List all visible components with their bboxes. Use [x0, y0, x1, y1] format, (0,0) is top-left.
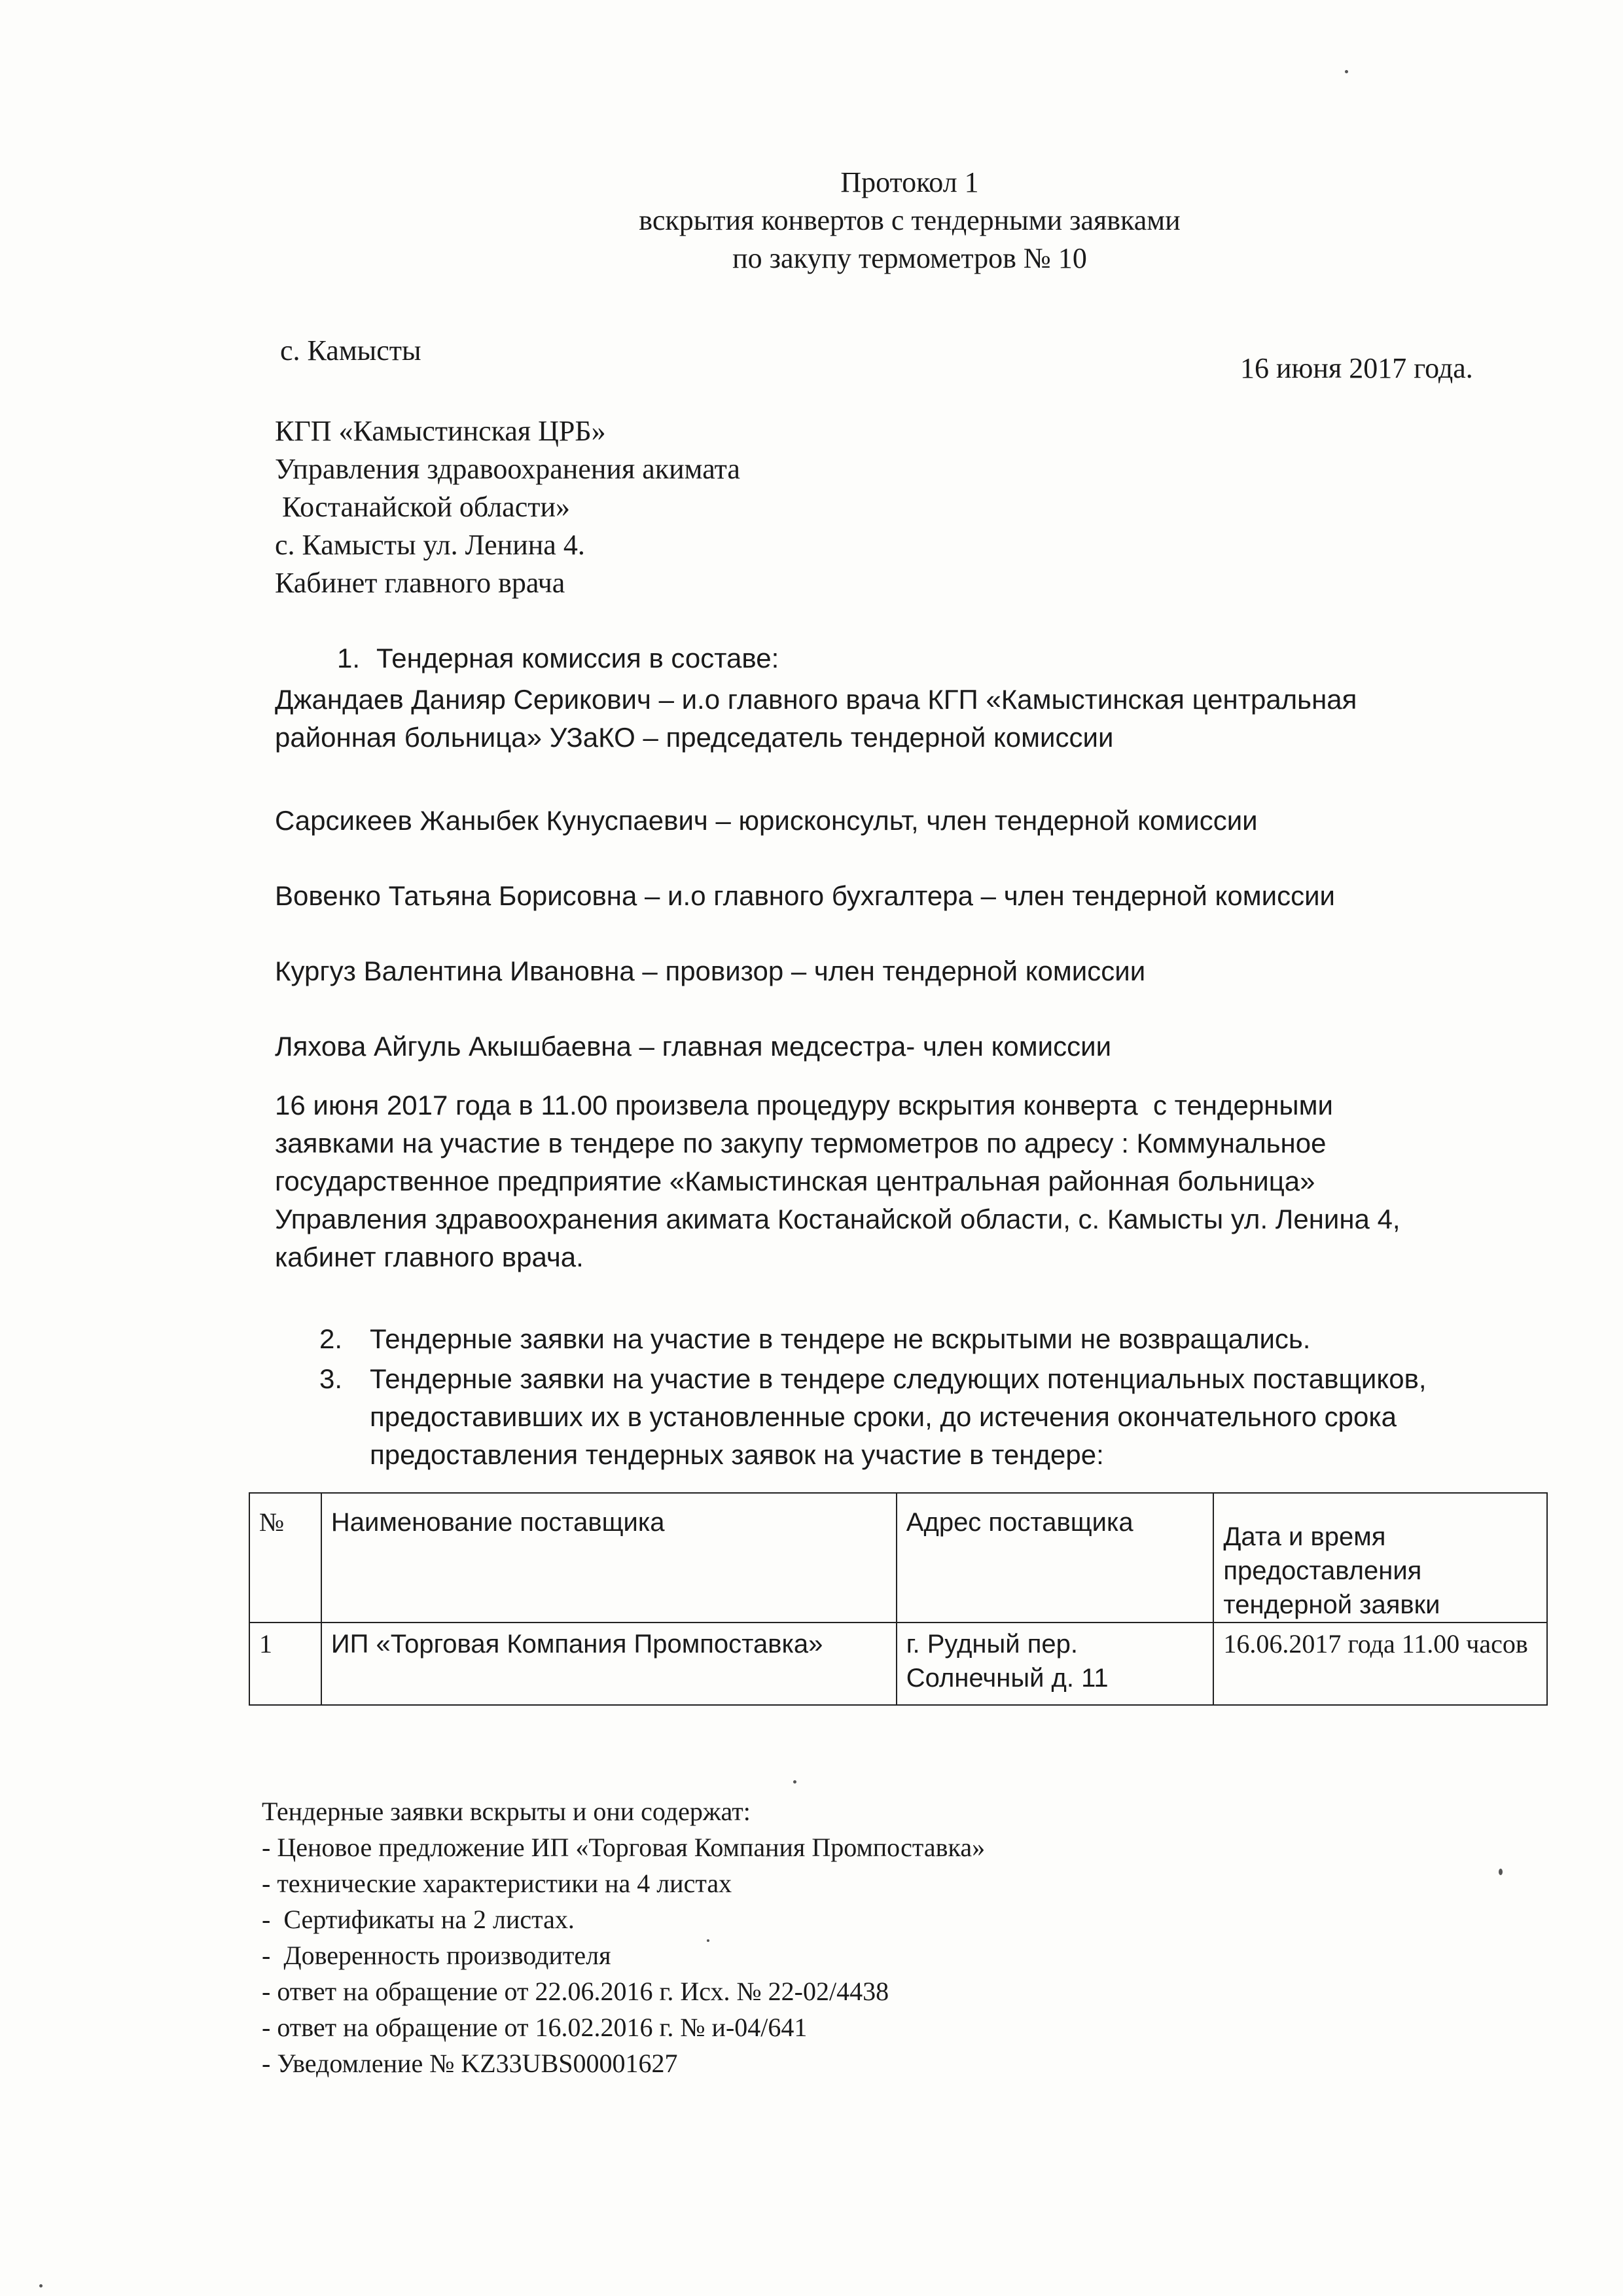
- contents-line: - технические характеристики на 4 листах: [262, 1869, 732, 1898]
- table-header-cell: №: [249, 1493, 321, 1623]
- list-text: Тендерная комиссия в составе:: [376, 643, 779, 673]
- list-item-3: [319, 1360, 1427, 1474]
- title-line-3: по закупу термометров № 10: [732, 242, 1087, 274]
- table-header-cell: Дата и время предоставления тендерной заявки: [1213, 1493, 1547, 1623]
- commission-member: Джандаев Данияр Серикович – и.о главного врача КГП «Камыстинская центральная: [275, 684, 1357, 715]
- commission-member: Сарсикеев Жаныбек Кунуспаевич – юрисконсульт, член тендерной комиссии: [275, 805, 1258, 836]
- list-text: Тендерные заявки на участие в тендере не вскрытыми не возвращались.: [370, 1323, 1311, 1354]
- scan-speck: [1345, 70, 1348, 73]
- commission-member: районная больница» УЗаКО – председатель тендерной комиссии: [275, 722, 1114, 753]
- title-line-1: Протокол 1: [840, 166, 979, 198]
- contents-line: - Доверенность производителя: [262, 1941, 611, 1970]
- scan-speck: [793, 1780, 796, 1784]
- list-text: Тендерные заявки на участие в тендере следующих потенциальных поставщиков,: [370, 1363, 1427, 1394]
- title-line-2: вскрытия конвертов с тендерными заявками: [639, 204, 1181, 236]
- procedure-line: 16 июня 2017 года в 11.00 произвела процедуру вскрытия конверта с тендерными: [275, 1090, 1333, 1121]
- suppliers-table: [249, 1492, 1548, 1706]
- list-number: 3.: [319, 1363, 343, 1394]
- list-number: 2.: [319, 1323, 343, 1354]
- scan-speck: [1499, 1869, 1503, 1875]
- contents-line: Тендерные заявки вскрыты и они содержат:: [262, 1797, 751, 1826]
- table-cell: г. Рудный пер. Солнечный д. 11: [897, 1623, 1214, 1705]
- org-line: Управления здравоохранения акимата: [275, 453, 740, 485]
- procedure-line: кабинет главного врача.: [275, 1242, 584, 1272]
- table-cell: ИП «Торговая Компания Промпоставка»: [321, 1623, 897, 1705]
- procedure-line: заявками на участие в тендере по закупу термометров по адресу : Коммунальное: [275, 1128, 1327, 1158]
- table-header-cell: Адрес поставщика: [897, 1493, 1214, 1623]
- table-cell: 16.06.2017 года 11.00 часов: [1213, 1623, 1547, 1705]
- procedure-paragraph: [275, 1086, 1400, 1276]
- document-title: [98, 164, 1623, 278]
- procedure-line: государственное предприятие «Камыстинская центральная районная больница»: [275, 1166, 1315, 1196]
- commission-member: Ляхова Айгуль Акышбаевна – главная медсестра- член комиссии: [275, 1031, 1112, 1062]
- commission-member: Кургуз Валентина Ивановна – провизор – член тендерной комиссии: [275, 956, 1146, 986]
- table-cell: 1: [249, 1623, 321, 1705]
- contents-line: - Ценовое предложение ИП «Торговая Компания Промпоставка»: [262, 1833, 986, 1862]
- contents-line: - ответ на обращение от 22.06.2016 г. Исх. № 22-02/4438: [262, 1977, 889, 2006]
- list-text: предоставивших их в установленные сроки, до истечения окончательного срока: [370, 1401, 1397, 1432]
- table-row: [249, 1623, 1547, 1705]
- date-label: 16 июня 2017 года.: [1240, 352, 1473, 384]
- table-header-cell: Наименование поставщика: [321, 1493, 897, 1623]
- org-line: КГП «Камыстинская ЦРБ»: [275, 415, 606, 447]
- scan-speck: [39, 2284, 43, 2287]
- list-text: предоставления тендерных заявок на участие в тендере:: [370, 1439, 1104, 1470]
- list-number: 1.: [337, 643, 361, 673]
- commission-member: Вовенко Татьяна Борисовна – и.о главного бухгалтера – член тендерной комиссии: [275, 880, 1335, 911]
- contents-line: - ответ на обращение от 16.02.2016 г. № и-04/641: [262, 2013, 808, 2042]
- place-label: с. Камысты: [280, 334, 421, 367]
- org-line: с. Камысты ул. Ленина 4.: [275, 529, 585, 561]
- table-header-row: [249, 1493, 1547, 1623]
- organization-block: [275, 412, 740, 602]
- org-line: Кабинет главного врача: [275, 567, 565, 599]
- list-item-2: [319, 1323, 1310, 1355]
- scan-speck: [707, 1939, 709, 1942]
- org-line: Костанайской области»: [275, 491, 570, 523]
- contents-list: [262, 1793, 985, 2081]
- contents-line: - Уведомление № KZ33UBS00001627: [262, 2049, 678, 2078]
- list-item-1: [337, 643, 779, 674]
- procedure-line: Управления здравоохранения акимата Костанайской области, с. Камысты ул. Ленина 4,: [275, 1204, 1400, 1234]
- contents-line: - Сертификаты на 2 листах.: [262, 1905, 575, 1934]
